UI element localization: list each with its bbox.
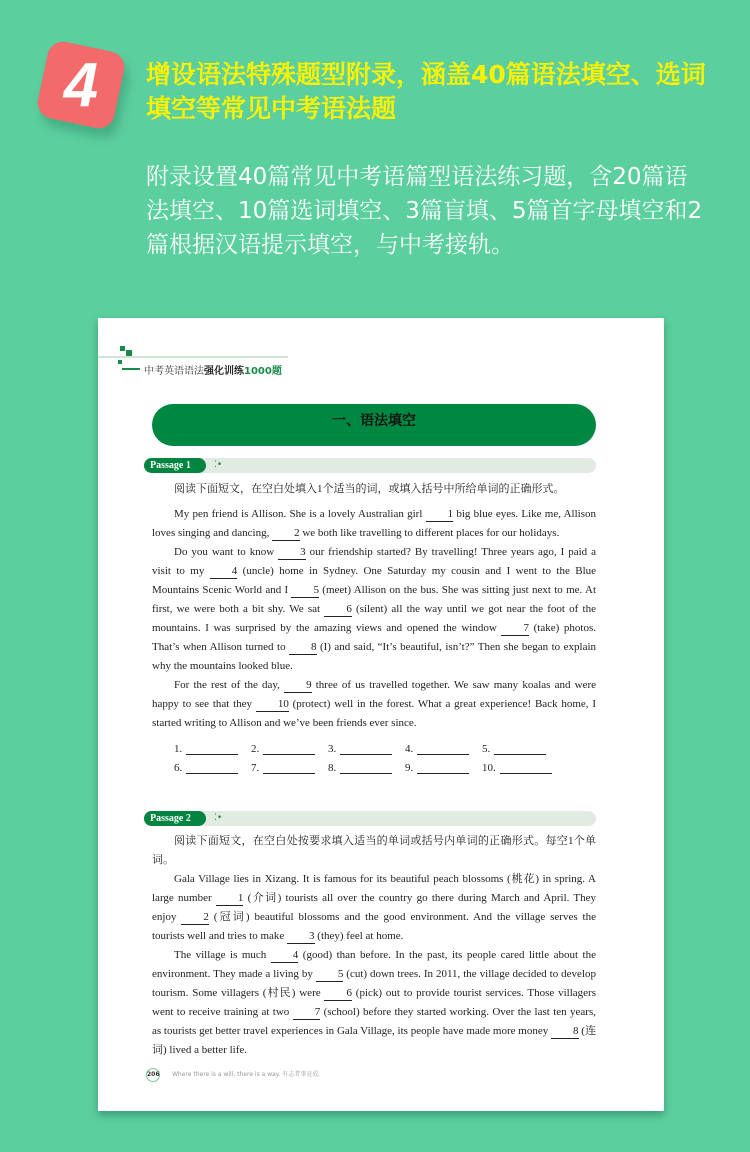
answer-line: [482, 759, 559, 778]
answer-blank: 4: [271, 949, 299, 963]
answer-underline: [417, 743, 469, 755]
passage-text: (I) and said, “It’s beautiful, isn’t?” Then she began to explain why the mountains looked blue.: [152, 641, 597, 672]
passage-text: (连词) lived a better life.: [152, 1025, 596, 1056]
passage-text: The village is much: [174, 949, 271, 961]
answer-line: [405, 740, 482, 759]
paragraph: [152, 946, 596, 1060]
headline: 增设语法特殊题型附录，涵盖40篇语法填空、选词填空等常见中考语法题: [146, 60, 706, 123]
header-decor: [120, 346, 125, 351]
passage-text: (meet) Allison on the bus. She was sitting just next to me. At first, we were both a bit shy. We sat: [152, 584, 596, 615]
answer-line: [174, 740, 251, 759]
book-header: [144, 362, 282, 377]
answer-underline: [186, 762, 238, 774]
passage-text: big blue eyes. Like me, Allison loves singing and dancing,: [152, 508, 596, 539]
passage-text: Do you want to know: [174, 546, 279, 558]
passage-1-instruction: 阅读下面短文，在空白处填入1个适当的词，或填入括号中所给单词的正确形式。: [174, 483, 565, 495]
answer-blank: 10: [256, 698, 289, 712]
answer-underline: [340, 762, 392, 774]
answer-line: [251, 759, 328, 778]
footer-motto: Where there is a will, there is a way. 有志者事竟成。: [172, 1071, 325, 1078]
passage-1: [152, 480, 596, 778]
page-number: 206: [146, 1068, 160, 1082]
answer-number: 1.: [174, 743, 183, 755]
passage-text: Gala Village lies in Xizang. It is famous for its beautiful peach blossoms (桃花) in spring. A large number: [152, 873, 596, 904]
header-bold: 强化训练: [204, 366, 244, 377]
answer-blank: 5: [316, 968, 344, 982]
passage-2-instruction: 阅读下面短文，在空白处按要求填入适当的单词或括号内单词的正确形式。每空1个单词。: [152, 835, 596, 866]
passage-1-body: [152, 505, 596, 733]
passage-1-label: Passage 1: [144, 458, 206, 473]
passage-text: (pick) out to provide tourist services. Those villagers went to receive training at two: [152, 987, 596, 1018]
answer-number: 3.: [328, 743, 337, 755]
passage-text: (cut) down trees. In 2011, the village decided to develop tourism. Some villagers (村民) were: [152, 968, 596, 999]
answer-underline: [340, 743, 392, 755]
header-rule: [98, 356, 288, 358]
answer-line: [251, 740, 328, 759]
passage-text: (school) before they started working. Over the last ten years, as tourists get better travel experiences in Gala Village, its people have made more money: [152, 1006, 596, 1037]
section-banner: [152, 404, 596, 446]
answer-underline: [494, 743, 546, 755]
paragraph: [152, 543, 596, 676]
header-decor: [126, 350, 132, 356]
answer-underline: [417, 762, 469, 774]
answer-blank: 1: [216, 892, 244, 906]
answer-line: [405, 759, 482, 778]
answer-number: 7.: [251, 762, 260, 774]
answer-blank: 9: [284, 679, 312, 693]
answer-underline: [500, 762, 552, 774]
answer-line: [482, 740, 559, 759]
answer-blank: 3: [287, 930, 315, 944]
answer-line: [174, 759, 251, 778]
answer-line: [328, 759, 405, 778]
passage-2-bar: [144, 811, 596, 826]
passage-text: For the rest of the day,: [174, 679, 285, 691]
answer-number: 8.: [328, 762, 337, 774]
number-badge: [35, 39, 128, 132]
header-plain: 中考英语语法: [144, 366, 204, 377]
answer-number: 6.: [174, 762, 183, 774]
passage-2-body: [152, 870, 596, 1060]
paragraph: [152, 676, 596, 733]
answer-blank: 4: [210, 565, 238, 579]
answer-blank: 7: [501, 622, 529, 636]
answer-number: 10.: [482, 762, 496, 774]
answer-line: [328, 740, 405, 759]
answer-number: 2.: [251, 743, 260, 755]
answer-number: 9.: [405, 762, 414, 774]
badge-number: 4: [63, 50, 99, 120]
header-decor: [122, 368, 140, 370]
paragraph: [152, 870, 596, 946]
book-page: [98, 318, 664, 1111]
answer-blank: 2: [272, 527, 300, 541]
passage-text: (silent) all the way until we got near the foot of the mountains. I was surprised by the amazing views and opened the window: [152, 603, 596, 634]
passage-text: our friendship started? By travelling! Three years ago, I paid a visit to my: [152, 546, 596, 577]
passage-text: (take) photos. That’s when Allison turned to: [152, 622, 596, 653]
answer-blank: 3: [278, 546, 306, 560]
answer-underline: [263, 743, 315, 755]
dots-icon: ⁚•: [214, 813, 223, 823]
answer-underline: [186, 743, 238, 755]
passage-text: (protect) well in the forest. What a great experience! Back home, I started writing to Allison and we’ve been friends ever since.: [152, 698, 596, 729]
passage-1-bar: [144, 458, 596, 473]
passage-text: we both like travelling to different places for our holidays.: [299, 527, 560, 539]
passage-text: (冠词) beautiful blossoms and the good environment. And the village serves the tourists well and tries to make: [152, 911, 596, 942]
paragraph: [152, 505, 596, 543]
passage-text: (介词) tourists all over the country go there during March and April. They enjoy: [152, 892, 597, 923]
answer-blank: 5: [291, 584, 319, 598]
passage-text: My pen friend is Allison. She is a lovely Australian girl: [174, 508, 426, 520]
passage-text: (they) feel at home.: [314, 930, 404, 942]
answer-blank: 8: [551, 1025, 579, 1039]
passage-text: (uncle) home in Sydney. One Saturday my cousin and I went to the Blue Mountains Scenic World and I: [152, 565, 597, 596]
page-footer: [146, 1068, 324, 1082]
header-green: 1000题: [244, 366, 282, 377]
answer-blank: 7: [293, 1006, 321, 1020]
answer-blank: 8: [289, 641, 317, 655]
passage-2-label: Passage 2: [144, 811, 206, 826]
header-decor: [118, 360, 122, 364]
answer-blanks: [174, 740, 594, 778]
answer-underline: [263, 762, 315, 774]
answer-blank: 6: [324, 603, 352, 617]
answer-blank: 6: [324, 987, 352, 1001]
description: 附录设置40篇常见中考语篇型语法练习题，含20篇语法填空、10篇选词填空、3篇盲填、5篇首字母填空和2篇根据汉语提示填空，与中考接轨。: [146, 164, 703, 258]
passage-text: three of us travelled together. We saw many koalas and were happy to see that they: [152, 679, 596, 710]
section-title: 一、语法填空: [332, 413, 416, 429]
dots-icon: ⁚•: [214, 460, 223, 470]
passage-2: [152, 832, 596, 1060]
answer-blank: 2: [181, 911, 209, 925]
answer-number: 5.: [482, 743, 491, 755]
answer-blank: 1: [426, 508, 454, 522]
passage-text: (good) than before. In the past, its people cared little about the environment. They made a living by: [152, 949, 596, 980]
answer-number: 4.: [405, 743, 414, 755]
